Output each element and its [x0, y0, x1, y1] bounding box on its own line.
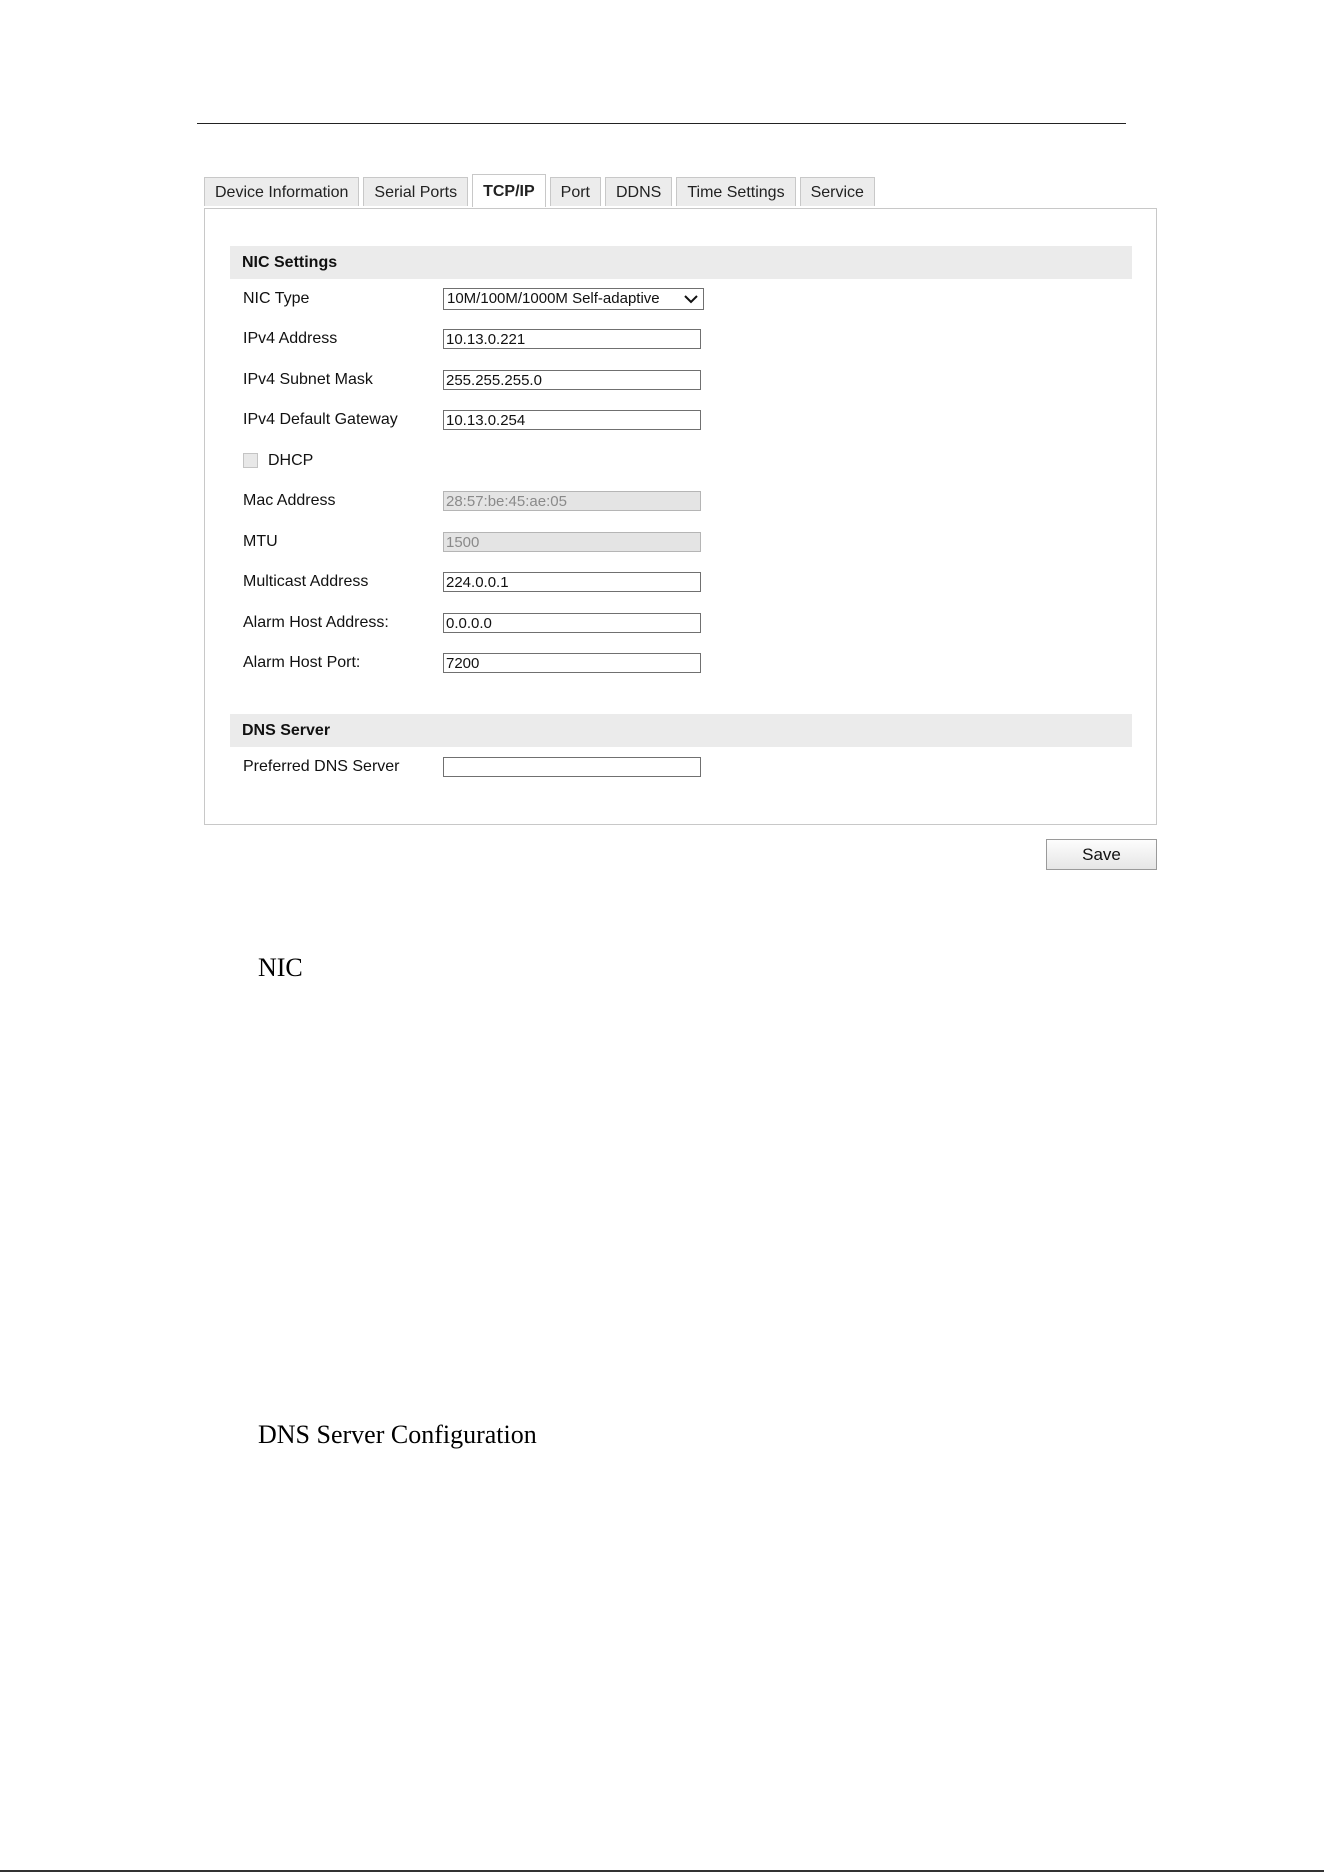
- ipv4-address-label: IPv4 Address: [243, 330, 338, 347]
- nic-settings-header: NIC Settings: [230, 246, 1132, 279]
- mtu-input: [443, 532, 701, 552]
- nic-type-select[interactable]: [443, 288, 704, 310]
- settings-panel: [204, 208, 1157, 825]
- nic-type-row: [243, 288, 1143, 310]
- tab-device-information[interactable]: Device Information: [204, 177, 359, 206]
- default-gateway-label: IPv4 Default Gateway: [243, 411, 398, 428]
- mtu-label: MTU: [243, 533, 278, 550]
- multicast-address-row: [243, 571, 1143, 593]
- tab-service[interactable]: Service: [800, 177, 875, 206]
- tab-bar: [204, 177, 879, 208]
- multicast-address-label: Multicast Address: [243, 573, 369, 590]
- alarm-host-port-label: Alarm Host Port:: [243, 654, 361, 671]
- subnet-mask-input[interactable]: [443, 370, 701, 390]
- multicast-address-input[interactable]: [443, 572, 701, 592]
- mac-address-row: [243, 490, 1143, 512]
- tab-tcp-ip[interactable]: TCP/IP: [472, 174, 546, 207]
- mac-address-input: [443, 491, 701, 511]
- nic-type-value: 10M/100M/1000M Self-adaptive: [447, 290, 660, 307]
- alarm-host-address-label: Alarm Host Address:: [243, 614, 389, 631]
- chevron-down-icon: [683, 292, 699, 306]
- alarm-host-address-row: [243, 612, 1143, 634]
- nic-doc-heading: NIC: [258, 953, 303, 982]
- alarm-host-port-row: [243, 652, 1143, 674]
- alarm-host-port-input[interactable]: [443, 653, 701, 673]
- dhcp-row: [243, 450, 1143, 472]
- mtu-row: [243, 531, 1143, 553]
- preferred-dns-label: Preferred DNS Server: [243, 758, 400, 775]
- tab-time-settings[interactable]: Time Settings: [676, 177, 795, 206]
- dhcp-checkbox[interactable]: [243, 453, 258, 468]
- tab-ddns[interactable]: DDNS: [605, 177, 672, 206]
- mac-address-label: Mac Address: [243, 492, 336, 509]
- ipv4-address-input[interactable]: [443, 329, 701, 349]
- dns-doc-heading: DNS Server Configuration: [258, 1420, 537, 1449]
- tab-serial-ports[interactable]: Serial Ports: [363, 177, 468, 206]
- dns-server-header: DNS Server: [230, 714, 1132, 747]
- nic-type-label: NIC Type: [243, 290, 310, 307]
- tab-port[interactable]: Port: [550, 177, 601, 206]
- dhcp-label: DHCP: [268, 452, 314, 469]
- default-gateway-row: [243, 409, 1143, 431]
- subnet-mask-label: IPv4 Subnet Mask: [243, 371, 373, 388]
- save-button[interactable]: Save: [1046, 839, 1157, 870]
- page-top-rule: [197, 123, 1126, 124]
- default-gateway-input[interactable]: [443, 410, 701, 430]
- alarm-host-address-input[interactable]: [443, 613, 701, 633]
- subnet-mask-row: [243, 369, 1143, 391]
- preferred-dns-row: [243, 756, 1143, 778]
- preferred-dns-input[interactable]: [443, 757, 701, 777]
- ipv4-address-row: [243, 328, 1143, 350]
